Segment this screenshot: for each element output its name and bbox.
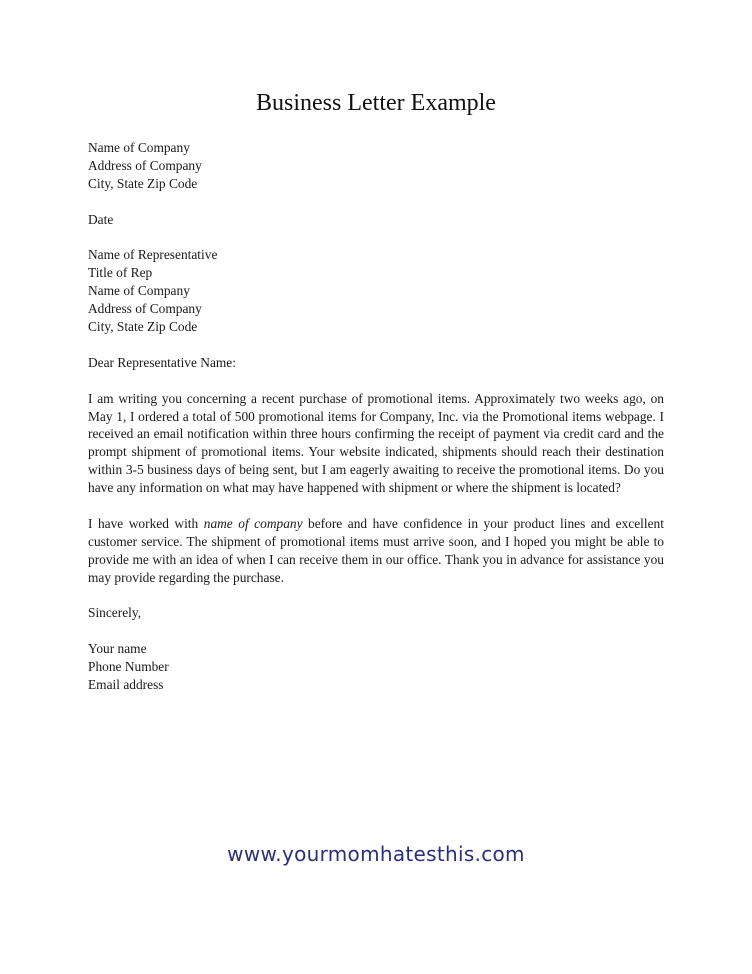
sender-city-state-zip: City, State Zip Code — [88, 175, 198, 191]
closing-text: Sincerely, — [88, 605, 142, 621]
recipient-name: Name of Representative — [88, 247, 218, 263]
closing — [88, 604, 664, 622]
paragraph-2-line — [88, 515, 664, 533]
letter-body — [88, 139, 664, 694]
paragraph-1-line: have any information on what may have happened with shipment or where the shipment is located? — [88, 480, 621, 496]
signature-block — [88, 640, 664, 694]
recipient-address-block — [88, 246, 664, 336]
sender-company-address: Address of Company — [88, 157, 202, 173]
page-title: Business Letter Example — [256, 90, 496, 116]
paragraph-2-line: may provide regarding the purchase. — [88, 569, 284, 585]
paragraph-1 — [88, 390, 664, 497]
paragraph-2-text: before and have confidence in your product lines and excellent — [308, 515, 664, 531]
paragraph-2 — [88, 515, 664, 587]
signature-phone: Phone Number — [88, 659, 169, 675]
salutation-text: Dear Representative Name: — [88, 354, 236, 370]
sender-company-name: Name of Company — [88, 140, 190, 155]
paragraph-1-line: May 1, I ordered a total of 500 promotional items for Company, Inc. via the Promotional items webpage. I — [88, 408, 664, 424]
date-line — [88, 211, 664, 229]
salutation — [88, 354, 664, 372]
company-name-placeholder: name of company — [203, 515, 303, 531]
recipient-city-state-zip: City, State Zip Code — [88, 319, 198, 335]
paragraph-1-line: received an email notification within three hours confirming the receipt of payment via credit card and the — [88, 426, 664, 442]
signature-name: Your name — [88, 641, 147, 657]
paragraph-1-line: prompt shipment of promotional items. Your website indicated, shipments should reach their destination — [88, 444, 664, 460]
paragraph-2-line: customer service. The shipment of promotional items must arrive soon, and I hoped you might be able to — [88, 533, 664, 549]
paragraph-1-line: I am writing you concerning a recent purchase of promotional items. Approximately two weeks ago, on — [88, 390, 664, 406]
recipient-company-address: Address of Company — [88, 301, 202, 317]
paragraph-1-line: within 3-5 business days of being sent, but I am eagerly awaiting to receive the promotional items. Do you — [88, 462, 664, 478]
paragraph-2-line: provide me with an idea of when I can receive them in our office. Thank you in advance for assistance you — [88, 551, 664, 567]
footer-website-url: www.yourmomhatesthis.com — [227, 842, 525, 866]
sender-address-block — [88, 139, 664, 193]
recipient-title: Title of Rep — [88, 265, 153, 281]
recipient-company-name: Name of Company — [88, 283, 190, 299]
date-text: Date — [88, 211, 114, 227]
signature-email: Email address — [88, 677, 164, 693]
paragraph-2-text: I have worked with — [88, 515, 199, 531]
